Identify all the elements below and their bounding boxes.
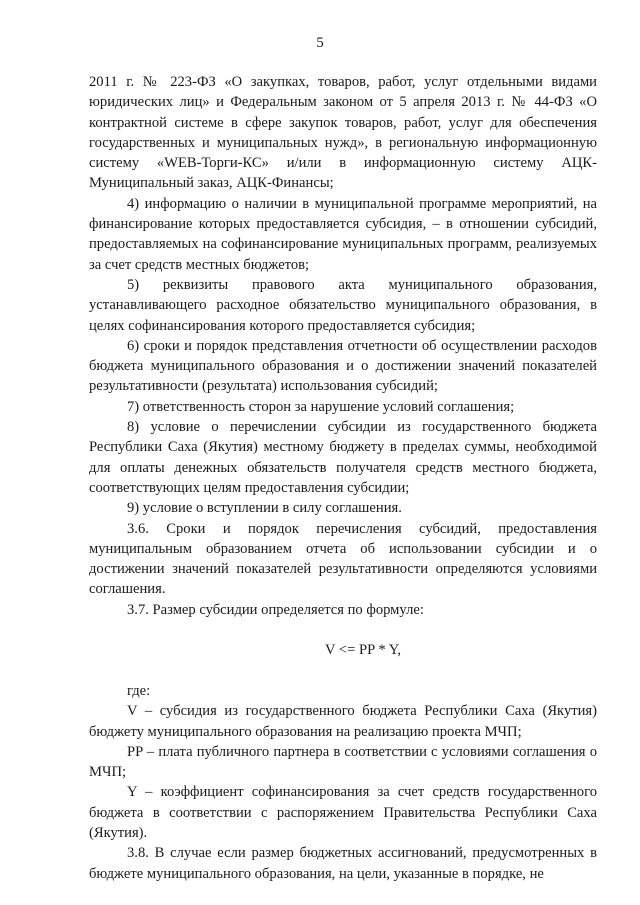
definition-v: V – субсидия из государственного бюджета Республики Саха (Якутия) бюджету муниципального образования на реализацию проекта МЧП;	[89, 703, 597, 740]
paragraph-item-5: 5) реквизиты правового акта муниципального образования, устанавливающего расходное обязательство муниципального образования, в целях софинансирования которого предоставляется субсидия;	[89, 276, 597, 334]
paragraph-item-7: 7) ответственность сторон за нарушение условий соглашения;	[127, 398, 515, 415]
paragraph-item-8: 8) условие о перечислении субсидии из государственного бюджета Республики Саха (Якутия) местному бюджету в пределах суммы, необходимой для оплаты денежных обязательств получателя средств местного бюджета, соответствующих целям предоставления субсидии;	[89, 419, 597, 496]
definition-pp: PP – плата публичного партнера в соответствии с условиями соглашения о МЧП;	[89, 743, 597, 781]
spacer	[89, 661, 597, 681]
paragraph-3-7: 3.7. Размер субсидии определяется по формуле:	[127, 601, 424, 618]
paragraph-item-9: 9) условие о вступлении в силу соглашения.	[127, 500, 402, 517]
paragraph-continuation: 2011 г. № 223-ФЗ «О закупках, товаров, работ, услуг отдельными видами юридических лиц» и Федеральным законом от 5 апреля 2013 г. № 44-ФЗ «О контрактной системе в сфере закупок товаров, работ, услуг для обеспечения государственных и муниципальных нужд», в региональную информационную систему «WEB-Торги-КС» и/или в информационную систему АЦК-Муниципальный заказ, АЦК-Финансы;	[89, 74, 597, 192]
page-number: 5	[316, 35, 324, 51]
paragraph-3-8: 3.8. В случае если размер бюджетных ассигнований, предусмотренных в бюджете муниципального образования, на цели, указанные в порядке, не	[89, 845, 597, 882]
paragraph-item-4: 4) информацию о наличии в муниципальной программе мероприятий, на финансирование которых предоставляется субсидия, – в отношении субсидий, предоставляемых на софинансирование муниципальных программ, реализуемых за счет средств местных бюджетов;	[89, 195, 597, 273]
paragraph-item-6: 6) сроки и порядок представления отчетности об осуществлении расходов бюджета муниципального образования и о достижении значений показателей результативности (результата) использования субсидий;	[89, 337, 597, 395]
where-label: где:	[127, 682, 151, 699]
spacer	[89, 620, 597, 640]
formula: V <= PP * Y,	[324, 642, 402, 659]
paragraph-3-6: 3.6. Сроки и порядок перечисления субсидий, предоставления муниципальным образованием отчета об использовании субсидии и о достижении значений показателей результативности определяются условиями соглашения.	[89, 520, 597, 598]
definition-y: Y – коэффициент софинансирования за счет средств государственного бюджета в соответствии с распоряжением Правительства Республики Саха (Якутия).	[89, 784, 597, 841]
document-body	[89, 72, 597, 884]
